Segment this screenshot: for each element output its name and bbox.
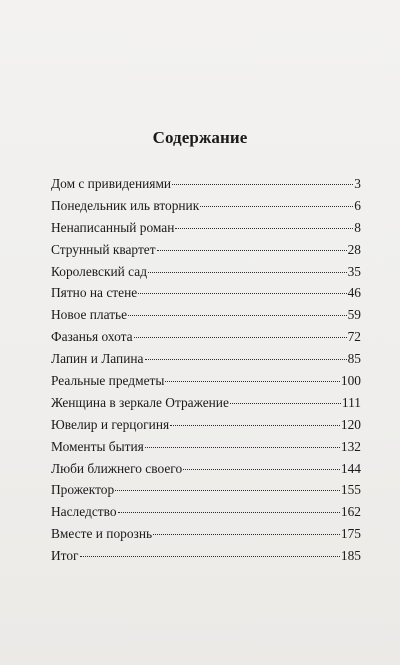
toc-dot-leader bbox=[153, 534, 340, 535]
toc-dot-leader bbox=[170, 425, 340, 426]
toc-entry-title: Пятно на стене bbox=[51, 285, 138, 301]
toc-dot-leader bbox=[115, 490, 340, 491]
toc-entry bbox=[51, 501, 361, 523]
toc-entry bbox=[51, 545, 361, 567]
toc-entry-title: Королевский сад bbox=[51, 263, 148, 279]
toc-dot-leader bbox=[128, 315, 347, 316]
toc-entry-title: Вместе и порознь bbox=[51, 526, 153, 542]
toc-dot-leader bbox=[183, 469, 340, 470]
toc-entry-page: 162 bbox=[340, 504, 361, 520]
toc-dot-leader bbox=[134, 337, 347, 338]
toc-entry bbox=[51, 217, 361, 239]
toc-entry-page: 72 bbox=[347, 329, 361, 345]
toc-entry bbox=[51, 479, 361, 501]
toc-entry-page: 6 bbox=[354, 197, 361, 213]
toc-dot-leader bbox=[175, 228, 353, 229]
toc-entry-page: 144 bbox=[340, 460, 361, 476]
toc-dot-leader bbox=[80, 556, 340, 557]
toc-entry bbox=[51, 458, 361, 480]
toc-entry-page: 155 bbox=[340, 482, 361, 498]
toc-entry-title: Прожектор bbox=[51, 482, 115, 498]
toc-entry-title: Ювелир и герцогиня bbox=[51, 416, 170, 432]
toc-entry bbox=[51, 304, 361, 326]
toc-entry bbox=[51, 523, 361, 545]
toc-dot-leader bbox=[118, 512, 340, 513]
toc-entry-page: 132 bbox=[340, 438, 361, 454]
toc-entry-page: 59 bbox=[347, 307, 361, 323]
toc-entry-title: Лапин и Лапина bbox=[51, 351, 144, 367]
toc-dot-leader bbox=[165, 381, 340, 382]
toc-dot-leader bbox=[157, 250, 347, 251]
toc-entry-page: 175 bbox=[340, 526, 361, 542]
toc-entry bbox=[51, 414, 361, 436]
toc-entry-title: Фазанья охота bbox=[51, 329, 133, 345]
toc-entry bbox=[51, 326, 361, 348]
toc-entry bbox=[51, 392, 361, 414]
toc-entry-page: 100 bbox=[340, 373, 361, 389]
toc-entry-page: 120 bbox=[340, 416, 361, 432]
toc-entry-title: Наследство bbox=[51, 504, 117, 520]
toc-entry-title: Ненаписанный роман bbox=[51, 219, 175, 235]
toc-entry bbox=[51, 348, 361, 370]
toc-entry-title: Дом с привидениями bbox=[51, 176, 172, 191]
toc-entry-title: Женщина в зеркале Отражение bbox=[51, 394, 229, 410]
toc-entry bbox=[51, 261, 361, 283]
toc-entry-page: 46 bbox=[347, 285, 361, 301]
toc-entry bbox=[51, 173, 361, 195]
toc-dot-leader bbox=[200, 206, 353, 207]
toc-entry-title: Моменты бытия bbox=[51, 438, 144, 454]
toc-dot-leader bbox=[148, 272, 347, 273]
toc-entry-page: 111 bbox=[341, 394, 361, 410]
table-of-contents bbox=[51, 173, 361, 567]
toc-entry-page: 28 bbox=[347, 241, 361, 257]
toc-entry-page: 8 bbox=[354, 219, 361, 235]
toc-entry-title: Реальные предметы bbox=[51, 373, 165, 389]
toc-entry-page: 185 bbox=[340, 548, 361, 564]
toc-entry bbox=[51, 282, 361, 304]
toc-entry-title: Люби ближнего своего bbox=[51, 460, 183, 476]
toc-entry bbox=[51, 195, 361, 217]
toc-entry-page: 35 bbox=[347, 263, 361, 279]
toc-entry-title: Понедельник иль вторник bbox=[51, 197, 200, 213]
toc-entry bbox=[51, 370, 361, 392]
toc-dot-leader bbox=[172, 184, 353, 185]
toc-entry-title: Новое платье bbox=[51, 307, 128, 323]
toc-entry-page: 85 bbox=[347, 351, 361, 367]
toc-dot-leader bbox=[230, 403, 341, 404]
toc-entry-title: Итог bbox=[51, 548, 79, 564]
page-title: Содержание bbox=[152, 128, 248, 147]
toc-entry bbox=[51, 239, 361, 261]
toc-entry-page: 3 bbox=[354, 176, 361, 191]
toc-dot-leader bbox=[145, 359, 347, 360]
toc-entry bbox=[51, 436, 361, 458]
toc-entry-title: Струнный квартет bbox=[51, 241, 156, 257]
toc-dot-leader bbox=[145, 447, 340, 448]
toc-dot-leader bbox=[138, 293, 346, 294]
